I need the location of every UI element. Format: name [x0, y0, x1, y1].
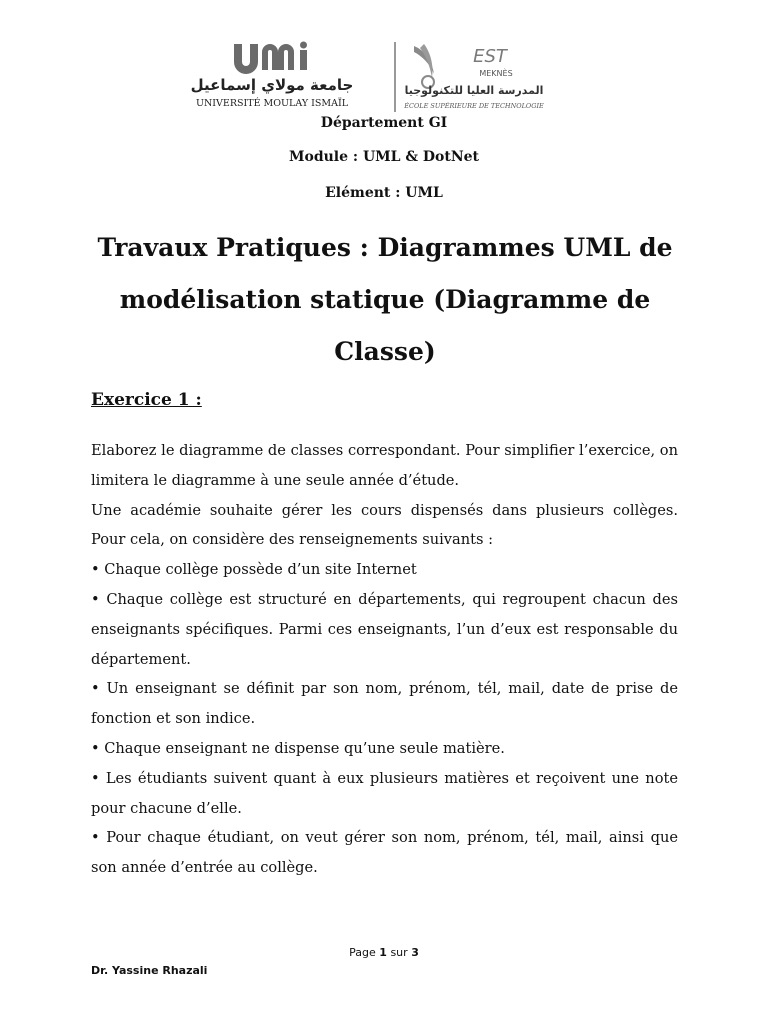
- module-line: Module : UML & DotNet: [289, 149, 479, 165]
- bullet-item: • Les étudiants suivent quant à eux plusieurs matières et reçoivent une note pour chacune d’elle.: [91, 769, 678, 817]
- institution-logos: [190, 40, 544, 114]
- paragraph-instructions: Elaborez le diagramme de classes correspondant. Pour simplifier l’exercice, on limitera le diagramme à une seule année d’étude.: [91, 442, 678, 489]
- est-latin-name: ÉCOLE SUPÉRIEURE DE TECHNOLOGIE: [404, 102, 544, 110]
- document-title: Travaux Pratiques : Diagrammes UML de modélisation statique (Diagramme de Classe): [97, 233, 673, 366]
- element-line: Elément : UML: [325, 185, 443, 201]
- est-logo-text: EST: [473, 46, 507, 67]
- author-name: Dr. Yassine Rhazali: [91, 964, 208, 977]
- umi-latin-name: UNIVERSITÉ MOULAY ISMAÏL: [195, 98, 349, 109]
- est-city: MEKNÈS: [479, 69, 513, 78]
- umi-logo: [191, 42, 354, 110]
- page-current: 1: [379, 946, 387, 959]
- bullet-item: • Un enseignant se définit par son nom, prénom, tél, mail, date de prise de fonction et son indice.: [91, 680, 678, 728]
- est-logo: [403, 44, 544, 110]
- page-total: 3: [411, 946, 419, 959]
- department-line: Département GI: [320, 115, 448, 131]
- exercise-body: [91, 436, 678, 883]
- header-logos: [190, 40, 544, 114]
- page-word: Page: [349, 946, 376, 959]
- bullet-item: • Chaque collège possède d’un site Internet: [91, 561, 417, 579]
- bullet-item: • Chaque collège est structuré en départements, qui regroupent chacun des enseignants spécifiques. Parmi ces enseignants, l’un d’eux est responsable du département.: [91, 590, 678, 668]
- umi-arabic-name: جامعة مولاي إسماعيل: [190, 76, 354, 94]
- est-arabic-name: المدرسة العليا للتكنولوجيا: [404, 84, 544, 97]
- bullet-item: • Chaque enseignant ne dispense qu’une seule matière.: [91, 739, 505, 757]
- paragraph-context: Une académie souhaite gérer les cours dispensés dans plusieurs collèges. Pour cela, on considère des renseignements suivants :: [91, 501, 678, 549]
- page-number: [0, 946, 768, 959]
- bullet-item: • Pour chaque étudiant, on veut gérer son nom, prénom, tél, mail, ainsi que son année d’entrée au collège.: [91, 829, 678, 877]
- page-separator: sur: [390, 946, 408, 959]
- exercise-heading: Exercice 1 :: [91, 390, 202, 410]
